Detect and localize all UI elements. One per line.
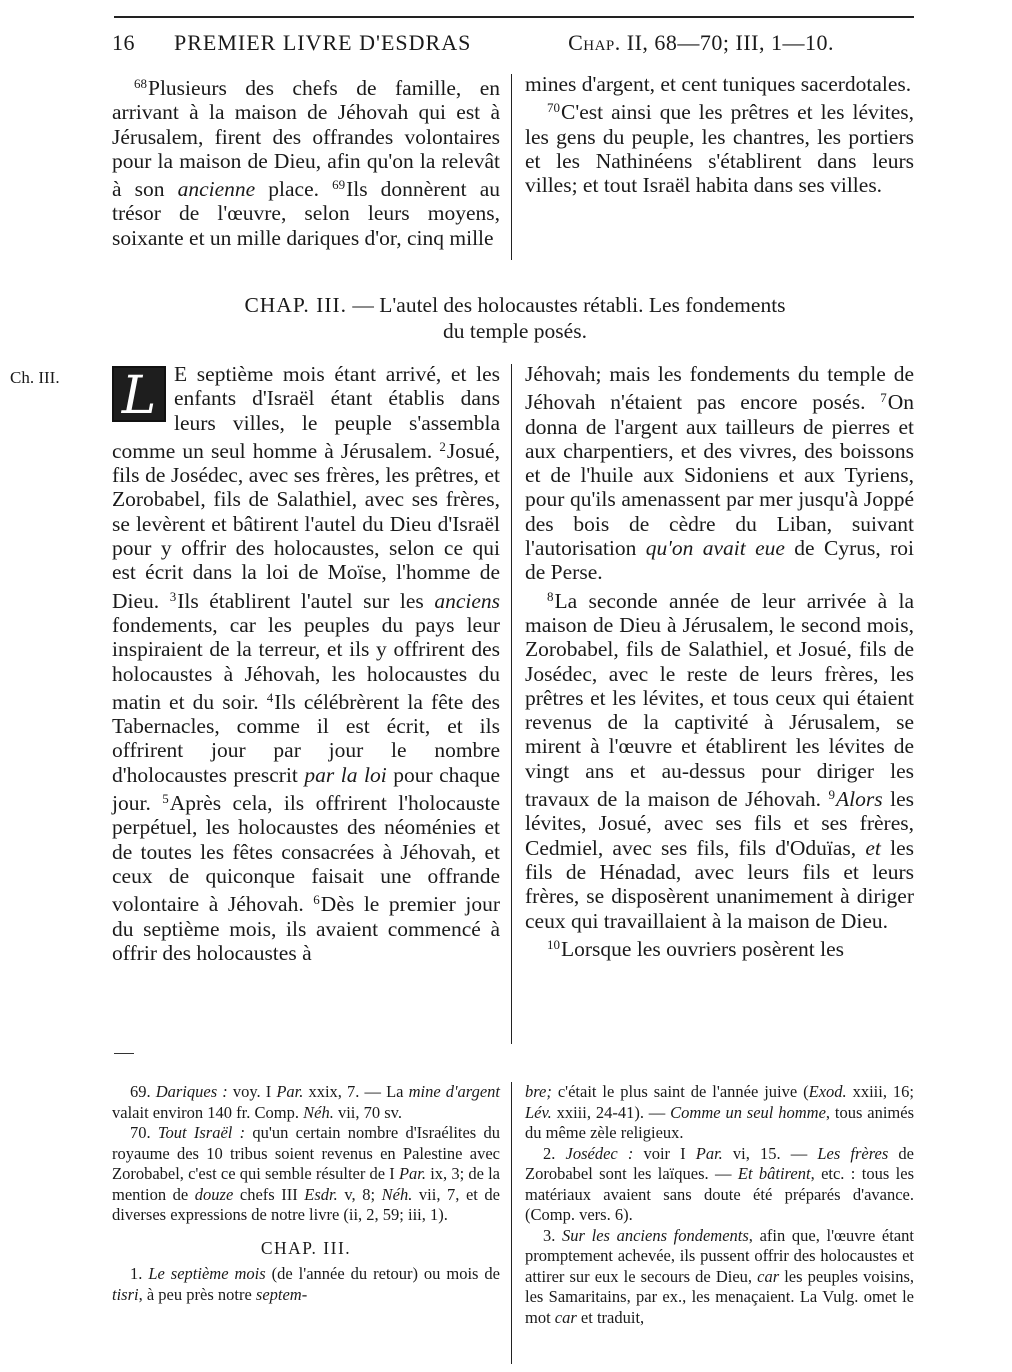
chap2-left-column xyxy=(112,72,500,250)
column-divider-footnotes xyxy=(511,1082,512,1364)
chap3-right-column xyxy=(525,362,914,961)
footnote-chapter-heading: CHAP. III. xyxy=(260,1237,352,1258)
chap2-right-column xyxy=(525,72,914,197)
footnote-1: 1. Le septième mois (de l'année du retour) ou mois de tisri, à peu près notre septem- xyxy=(112,1264,501,1304)
running-header xyxy=(112,30,914,60)
chapter-title-line1: — L'autel des holocaustes rétabli. Les fondements xyxy=(347,293,786,317)
page-number: 16 xyxy=(112,30,135,55)
verses-8-9: $^8$La seconde année de leur arrivée à la maison de Dieu à Jérusalem, le second mois, Zorobabel, fils de Salathiel, et Josué, fils de Josédec, avec le reste de leurs frères, les prêtres et les lévites, et tous ceux qui étaient revenus de la captivité à Jérusalem, se mirent à l'œuvre et établirent les lévites de vingt ans et au-dessus pour diriger les travaux de la maison de Jéhovah. $^9$Alors les lévites, Josué, avec ses fils et ses frères, Cedmiel, avec ses fils, fils d'Oduïas, et les fils de Hénadad, avec leurs fils et leurs frères, se disposèrent unanimement à diriger ceux qui travaillaient à la maison de Dieu. xyxy=(525,588,914,933)
footnote-rule xyxy=(114,1053,134,1054)
column-divider-top xyxy=(511,74,512,260)
chapter-heading xyxy=(110,292,920,344)
footnote-69: 69. Dariques : voy. I Par. xxix, 7. — La mine d'argent valait environ 140 fr. Comp. Néh. vii, 70 sv. xyxy=(112,1082,500,1122)
margin-chapter-label: Ch. III. xyxy=(10,368,60,387)
footnote-1-cont: bre; c'était le plus saint de l'année juive (Exod. xxiii, 16; Lév. xxiii, 24-41). — Comme un seul homme, tous animés du même zèle religieux. xyxy=(525,1082,914,1142)
column-divider-main xyxy=(511,364,512,1044)
chapter-label: CHAP. III. xyxy=(244,293,348,317)
footnote-3: 3. Sur les anciens fondements, afin que, l'œuvre étant promptement achevée, ils pussent offrir des holocaustes et attirer sur eux le secours de Dieu, car les peuples voisins, les Samaritains, par ex., les menaçaient. La Vulg. omet le mot car et traduit, xyxy=(525,1225,914,1327)
footnote-2: 2. Josédec : voir I Par. vi, 15. — Les frères de Zorobabel sont les laïques. — Et bâtirent, etc. : tous les matériaux avaient sans doute été préparés d'avance. (Comp. vers. 6). xyxy=(525,1143,914,1224)
verse-69-cont: mines d'argent, et cent tuniques sacerdotales. xyxy=(525,72,912,96)
chapter-title-line2: du temple posés. xyxy=(443,319,587,343)
chapter-reference: Chap. II, 68—70; III, 1—10. xyxy=(568,30,834,55)
verses-1-6: L E septième mois étant arrivé, et les enfants d'Israël étant établis dans leurs villes, le peuple s'assembla comme un seul homme à Jérusalem. $^2$Josué, fils de Josédec, avec ses frères, les prêtres, et Zorobabel, fils de Salathiel, avec ses frères, se levèrent et bâtirent l'autel du Dieu d'Israël pour y offrir des holocaustes, selon ce qui est écrit dans la loi de Moïse, l'homme de Dieu. $^3$Ils établirent l'autel sur les anciens fondements, car les peuples du pays leur inspiraient de la terreur, et ils y offrirent des holocaustes à Jéhovah, les holocaustes du matin et du soir. $^4$Ils célébrèrent la fête des Tabernacles, comme il est écrit, et ils offrirent jour par jour le nombre d'holocaustes prescrit par la loi pour chaque jour. $^5$Après cela, ils offrirent l'holocauste perpétuel, les holocaustes des néoménies et de toutes les fêtes consacrées à Jéhovah, et ceux de quiconque faisait une offrande volontaire à Jéhovah. $^6$Dès le premier jour du septième mois, ils avaient commencé à offrir des holocaustes à xyxy=(112,362,501,965)
footnotes-right xyxy=(525,1082,914,1328)
verse-70: $^{70}$C'est ainsi que les prêtres et les lévites, les gens du peuple, les chantres, les portiers et les Nathinéens s'établirent dans leurs villes; et tout Israël habita dans ses villes. xyxy=(525,100,914,198)
header-rule xyxy=(114,16,914,18)
chap3-left-column xyxy=(112,362,500,965)
verse-10: $^{10}$Lorsque les ouvriers posèrent les xyxy=(547,936,845,961)
footnote-70: 70. Tout Israël : qu'un certain nombre d'Israélites du royaume des 10 tribus soient revenus en Palestine avec Zorobabel, c'est ce qui semble résulter de I Par. ix, 3; de la mention de douze chefs III Esdr. v, 8; Néh. vii, 7, et de diverses expressions de notre livre (ii, 2, 59; iii, 1). xyxy=(112,1123,500,1224)
book-title: PREMIER LIVRE D'ESDRAS xyxy=(174,30,472,55)
verses-6-7: Jéhovah; mais les fondements du temple de Jéhovah n'étaient pas encore posés. $^7$On donna de l'argent aux tailleurs de pierres et aux charpentiers, et des vivres, des boissons et de l'huile aux Sidoniens et aux Tyriens, pour qu'ils amenassent par mer jusqu'à Joppé des bois de cèdre du Liban, suivant l'autorisation qu'on avait eue de Cyrus, roi de Perse. xyxy=(525,362,914,585)
footnotes-left xyxy=(112,1082,500,1305)
verse-68-69: $^{68}$Plusieurs des chefs de famille, en arrivant à la maison de Jéhovah qui est à Jérusalem, firent des offrandes volontaires pour la maison de Dieu, afin qu'on la relevât à son ancienne place. $^{69}$Ils donnèrent au trésor de l'œuvre, selon leurs moyens, soixante et un mille dariques d'or, cinq mille xyxy=(112,76,500,250)
drop-cap-initial: L xyxy=(112,366,166,422)
